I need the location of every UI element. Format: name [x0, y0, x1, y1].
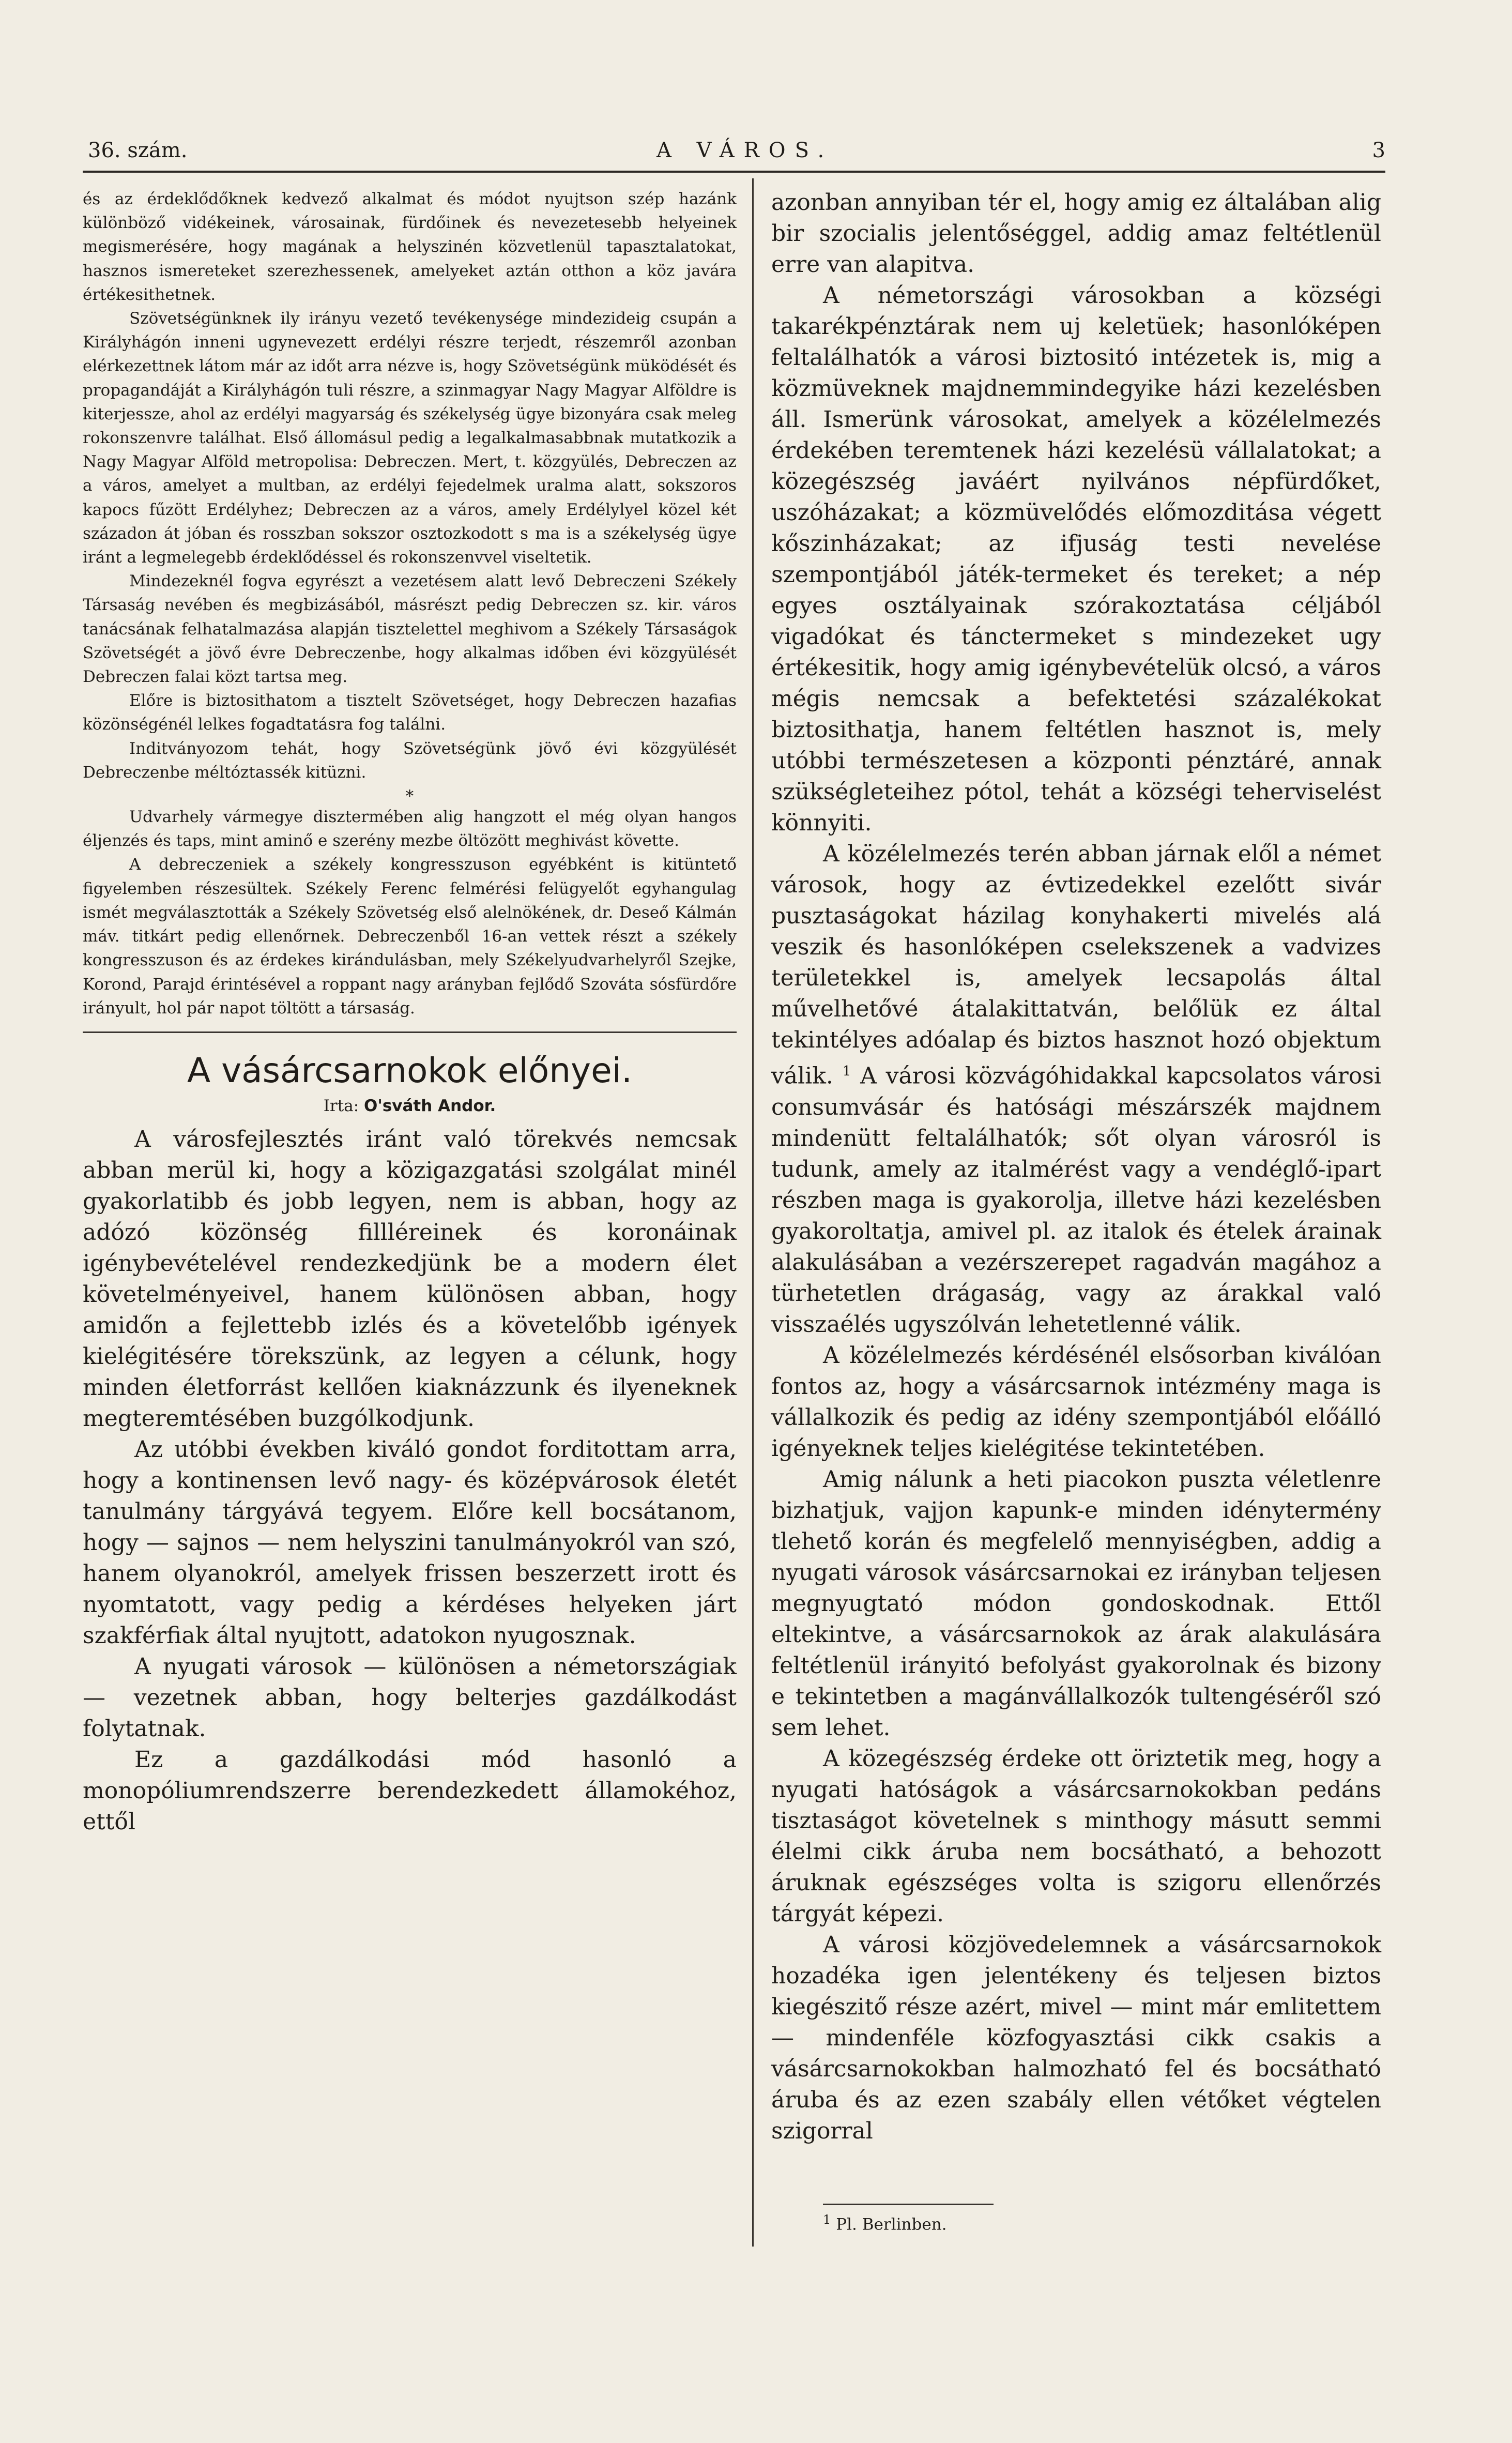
footnote-ref: 1 — [842, 1064, 851, 1079]
article-divider — [83, 1031, 737, 1033]
footnote-rule — [823, 2204, 994, 2205]
paragraph — [771, 839, 1381, 1340]
left-column — [83, 187, 737, 1838]
paragraph: A közegészség érdeke ott öriztetik meg, hogy a nyugati hatóságok a vásárcsarnokokban pedáns tisztaságot követelnek s minthogy másutt semmi élelmi cikk áruba nem bocsátható, a behozott áruknak egészséges volta is szigoru ellenőrzés tárgyát képezi. — [771, 1745, 1381, 1927]
footnote-text: Pl. Berlinben. — [836, 2214, 947, 2234]
paragraph: Amig nálunk a heti piacokon puszta véletlenre bizhatjuk, vajjon kapunk-e minden idénytermény tlehető korán és megfelelő mennyiségben, addig a nyugati városok vásárcsarnokai ez irányban teljesen megnyugtató módon gondoskodnak. Ettől eltekintve, a vásárcsarnokok az árak alakulására feltétlenül irányitó befolyást gyakorolnak és bizony e tekintetben a magánvállalkozók tultengéséről szó sem lehet. — [771, 1466, 1381, 1741]
byline-label: Irta: — [323, 1096, 359, 1115]
paragraph: A városi közjövedelemnek a vásárcsarnokok hozadéka igen jelentékeny és teljesen biztos kiegészitő része azért, mivel — mint már emlitettem — mindenféle közfogyasztási cikk csakis a vásárcsarnokokban halmozható fel és bocsátható áruba és az ezen szabály ellen vétőket végtelen szigorral — [771, 1931, 1381, 2144]
paragraph: Udvarhely vármegye disztermében alig hangzott el még olyan hangos éljenzés és taps, mint aminő e szerény mezbe öltözött meghivást követte. — [83, 808, 737, 851]
paragraph: Inditványozom tehát, hogy Szövetségünk jövő évi közgyülését Debreczenbe méltóztassék kitüzni. — [83, 739, 737, 782]
paragraph: azonban annyiban tér el, hogy amig ez általában alig bir szocialis jelentőséggel, addig amaz feltétlenül erre van alapitva. — [771, 189, 1381, 278]
footnote — [771, 2212, 1381, 2234]
paragraph: Előre is biztosithatom a tisztelt Szövetséget, hogy Debreczen hazafias közönségénél lelkes fogadtatásra fog találni. — [83, 691, 737, 734]
page-header — [83, 139, 1385, 170]
paragraph: A németországi városokban a községi takarékpénztárak nem uj keletüek; hasonlóképen feltalálhatók a városi biztositó intézetek is, mig a közmüveknek majdnemmindegyike házi kezelésben áll. Ismerünk városokat, amelyek a közélelmezés érdekében teremtenek házi kezelésü vállalatokat; a közegészség javáért nyilvános népfürdőket, uszóházakat; a közmüvelődés előmozditása végett kőszinházakat; az ifjuság testi nevelése szempontjából játék-termeket és tereket; a nép egyes osztályainak szórakoztatása céljából vigadókat és tánctermeket s mindezeket ugy értékesitik, hogy amig igénybevételük olcsó, a város mégis nemcsak a befektetési százalékokat biztosithatja, hanem feltétlen hasznot is, mely utóbbi természetesen a központi pénztáré, annak szükségleteihez pótol, tehát a községi teherviselést könnyiti. — [771, 282, 1381, 836]
newspaper-title: A VÁROS. — [656, 139, 834, 162]
section-separator: * — [405, 787, 414, 806]
page-folio: 3 — [1372, 139, 1385, 162]
page-number: 36. szám. — [88, 139, 188, 162]
paragraph: A debreczeniek a székely kongresszuson egyébként is kitüntető figyelemben részesültek. Székely Ferenc felmérési felügyelőt egyhangulag ismét megválasztották a Székely Szövetség első alelnökének, dr. Deseő Kálmán máv. titkárt pedig ellenőrnek. Debreczenből 16-an vettek részt a székely kongresszuson és az érdekes kirándulásban, mely Székelyudvarhelyről Szejke, Korond, Parajd érintésével a roppant nagy arányban fejlődő Szováta sósfürdőre irányult, hol pár napot töltött a társaság. — [83, 855, 737, 1018]
paragraph: Mindezeknél fogva egyrészt a vezetésem alatt levő Debreczeni Székely Társaság nevében és megbizásából, másrészt pedig Debreczen sz. kir. város tanácsának felhatalmazása alapján tisztelettel meghivom a Székely Társaságok Szövetségét a jövő évre Debreczenbe, hogy alkalmas időben évi közgyülését Debreczen falai közt tartsa meg. — [83, 572, 737, 687]
header-rule — [83, 171, 1385, 173]
paragraph-text: A városi közvágóhidakkal kapcsolatos városi consumvásár és hatósági mészárszék majdnem mindenütt feltalálhatók; sőt olyan városról is tudunk, amely az italmérést vagy a vendéglő-ipart részben maga is gyakorolja, illetve házi kezelésben gyakoroltatja, amivel pl. az italok és ételek árainak alakulásában a vezérszerepet ragadván magához a türhetetlen drágaság, vagy az árakkal való visszaélés ugyszólván lehetetlenné válik. — [771, 1063, 1381, 1338]
article-title: A vásárcsarnokok előnyei. — [187, 1050, 633, 1090]
paragraph: Szövetségünknek ily irányu vezető tevékenysége mindezideig csupán a Királyhágón inneni ugynevezett erdélyi részre terjedt, részemről azonban elérkezettnek látom már az időt arra nézve is, hogy Szövetségünk müködését és propagandáját a Királyhágón tuli részre, a szinmagyar Nagy Magyar Alföldre is kiterjessze, ahol az erdélyi magyarság és székelység ügye bizonyára csak meleg rokonszenvre találhat. Első állomásul pedig a legalkalmasabbnak mutatkozik a Nagy Magyar Alföld metropolisa: Debreczen. Mert, t. közgyülés, Debreczen az a város, amelyet a multban, az erdélyi fejedelmek uralma alatt, sokszoros kapocs fűzött Erdélyhez; Debreczen az a város, amely Erdélylyel közel két századon át jóban és rosszban sokszor osztozkodott s ma is a székelység ügye iránt a legmelegebb érdeklődéssel és rokonszenvvel viseltetik. — [83, 309, 737, 567]
byline — [83, 1093, 737, 1119]
paragraph: A nyugati városok — különösen a németországiak — vezetnek abban, hogy belterjes gazdálkodást folytatnak. — [83, 1653, 737, 1742]
column-rule — [752, 178, 754, 2247]
paragraph: A városfejlesztés iránt való törekvés nemcsak abban merül ki, hogy a közigazgatási szolgálat minél gyakorlatibb és jobb legyen, nem is abban, hogy az adózó közönség fillléreinek és koronáinak igénybevételével rendezkedjünk be a modern élet követelményeivel, hanem különösen abban, hogy amidőn a fejlettebb izlés és a követelőbb igények kielégitésére törekszünk, az legyen a célunk, hogy minden életforrást kellően kiaknázzunk és ilyeneknek megteremtésében buzgólkodjunk. — [83, 1126, 737, 1432]
intro-section — [83, 187, 737, 1020]
author-name: O'sváth Andor. — [364, 1096, 496, 1115]
paragraph: Ez a gazdálkodási mód hasonló a monopóliumrendszerre berendezkedett államokéhoz, ettől — [83, 1746, 737, 1835]
footnote-marker: 1 — [823, 2212, 831, 2227]
right-column — [771, 187, 1381, 2234]
paragraph: és az érdeklődőknek kedvező alkalmat és módot nyujtson szép hazánk különböző vidékeinek, városainak, fürdőinek és nevezetesebb helyeinek megismerésére, hogy magának a helyszinén közvetlenül tapasztalatokat, hasznos ismereteket szerezhessenek, amelyeket aztán otthon a köz javára értékesithetnek. — [83, 190, 737, 304]
paragraph: Az utóbbi években kiváló gondot forditottam arra, hogy a kontinensen levő nagy- és középvárosok életét tanulmány tárgyává tegyem. Előre kell bocsátanom, hogy — sajnos — nem helyszini tanulmányokról van szó, hanem olyanokról, amelyek frissen beszerzett irott és nyomtatott, vagy pedig a kérdéses helyeken járt szakférfiak által nyujtott, adatokon nyugosznak. — [83, 1436, 737, 1649]
paragraph: A közélelmezés kérdésénél elsősorban kiválóan fontos az, hogy a vásárcsarnok intézmény maga is vállalkozik és pedig az idény szempontjából előálló igényeknek teljes kielégitése tekintetében. — [771, 1342, 1381, 1462]
paragraph-text: A közélelmezés terén abban járnak elől a német városok, hogy az évtizedekkel ezelőtt sivár pusztaságokat házilag konyhakerti mivelés alá veszik és hasonlóképen cselekszenek a vadvizes területekkel is, amelyek lecsapolás által művelhetővé átalakittatván, belőlük ez által tekintélyes adóalap és biztos hasznot hozó objektum válik. — [771, 841, 1381, 1089]
article-body-left — [83, 1124, 737, 1838]
